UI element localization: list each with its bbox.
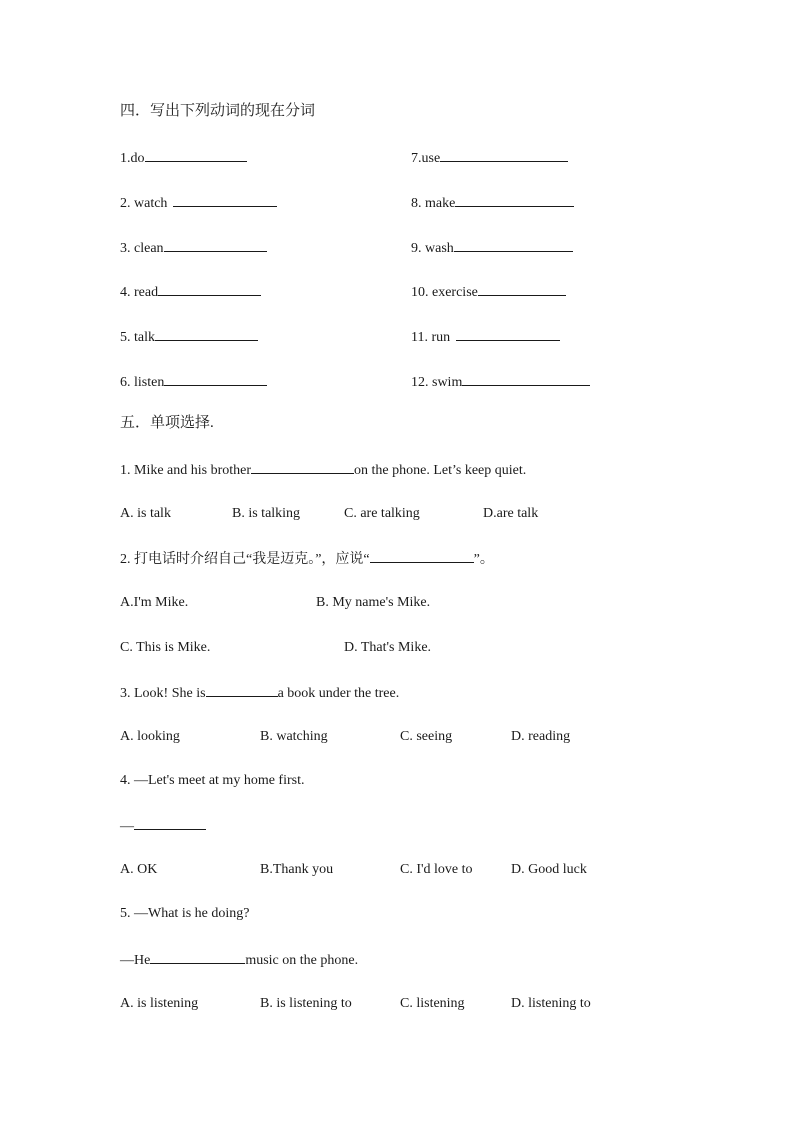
answer-blank[interactable]	[370, 549, 474, 563]
answer-blank[interactable]	[478, 282, 566, 296]
option-b[interactable]: B. watching	[260, 729, 328, 744]
verb-item-9	[411, 238, 573, 258]
option-a[interactable]: A. is talk	[120, 506, 171, 521]
question-text: music on the phone.	[245, 953, 359, 968]
section-4-title: 四．写出下列动词的现在分词	[120, 103, 316, 119]
question-text: 2. 打电话时介绍自己“我是迈克。”，应说“	[120, 552, 370, 567]
question-text: on the phone. Let’s keep quiet.	[354, 463, 527, 478]
question-5: 5. —What is he doing?	[120, 906, 250, 921]
verb-item-10	[411, 282, 566, 302]
question-text: —He	[120, 953, 151, 968]
verb-label: 2. watch	[120, 196, 168, 211]
verb-label: 10. exercise	[411, 285, 478, 300]
verb-item-4	[120, 282, 261, 302]
option-b[interactable]: B. is talking	[232, 506, 301, 521]
question-4: 4. —Let's meet at my home first.	[120, 773, 305, 788]
verb-item-5	[120, 327, 258, 347]
answer-blank[interactable]	[440, 148, 568, 162]
answer-blank[interactable]	[134, 816, 206, 830]
question-3	[120, 683, 399, 703]
verb-item-8	[411, 193, 574, 213]
verb-item-2	[120, 193, 277, 213]
question-text: ”。	[473, 552, 494, 567]
answer-blank[interactable]	[206, 683, 278, 697]
answer-blank[interactable]	[173, 193, 277, 207]
verb-label: 8. make	[411, 196, 456, 211]
verb-item-11	[411, 327, 560, 347]
option-d[interactable]: D. reading	[511, 729, 571, 744]
option-a[interactable]: A. looking	[120, 729, 180, 744]
verb-label: 7.use	[411, 151, 441, 166]
option-b[interactable]: B. My name's Mike.	[316, 595, 431, 610]
verb-label: 12. swim	[411, 375, 463, 390]
verb-label: 11. run	[411, 330, 451, 345]
verb-label: 9. wash	[411, 241, 454, 256]
verb-item-7	[411, 148, 568, 168]
answer-blank[interactable]	[158, 282, 261, 296]
option-a[interactable]: A. is listening	[120, 996, 199, 1011]
option-d[interactable]: D.are talk	[483, 506, 539, 521]
option-c[interactable]: C. listening	[400, 996, 465, 1011]
verb-item-6	[120, 372, 267, 392]
question-text: 1. Mike and his brother	[120, 463, 252, 478]
option-c[interactable]: C. This is Mike.	[120, 640, 211, 655]
question-1	[120, 460, 526, 480]
option-c[interactable]: C. seeing	[400, 729, 453, 744]
answer-blank[interactable]	[462, 372, 590, 386]
verb-label: 5. talk	[120, 330, 155, 345]
verb-label: 3. clean	[120, 241, 164, 256]
answer-blank[interactable]	[455, 193, 574, 207]
verb-item-1	[120, 148, 247, 168]
option-a[interactable]: A.I'm Mike.	[120, 595, 189, 610]
answer-blank[interactable]	[164, 372, 267, 386]
answer-blank[interactable]	[454, 238, 573, 252]
verb-label: 1.do	[120, 151, 145, 166]
option-b[interactable]: B. is listening to	[260, 996, 352, 1011]
response-line	[120, 950, 358, 970]
option-d[interactable]: D. Good luck	[511, 862, 587, 877]
verb-item-3	[120, 238, 267, 258]
verb-label: 4. read	[120, 285, 159, 300]
answer-blank[interactable]	[150, 950, 245, 964]
option-c[interactable]: C. are talking	[344, 506, 420, 521]
option-c[interactable]: C. I'd love to	[400, 862, 473, 877]
answer-blank[interactable]	[145, 148, 247, 162]
response-line	[120, 816, 206, 836]
answer-blank[interactable]	[164, 238, 267, 252]
question-text: 3. Look! She is	[120, 686, 206, 701]
answer-blank[interactable]	[456, 327, 560, 341]
option-d[interactable]: D. listening to	[511, 996, 591, 1011]
question-text: a book under the tree.	[277, 686, 400, 701]
verb-label: 6. listen	[120, 375, 165, 390]
verb-item-12	[411, 372, 590, 392]
option-b[interactable]: B.Thank you	[260, 862, 334, 877]
option-a[interactable]: A. OK	[120, 862, 158, 877]
answer-blank[interactable]	[155, 327, 258, 341]
answer-blank[interactable]	[251, 460, 354, 474]
option-d[interactable]: D. That's Mike.	[344, 640, 432, 655]
dash: —	[120, 819, 134, 834]
question-2	[120, 549, 494, 569]
section-5-title: 五．单项选择.	[120, 415, 214, 431]
